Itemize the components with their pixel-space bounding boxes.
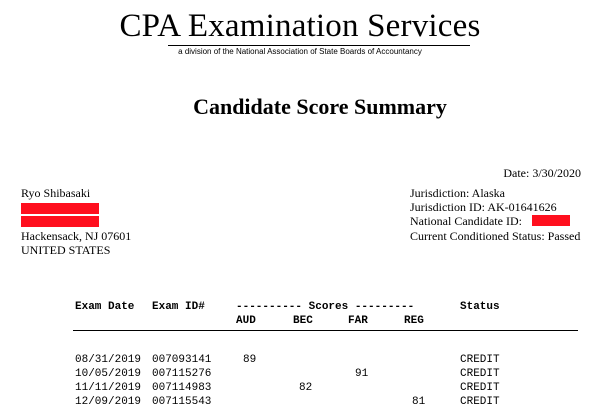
status-cell: CREDIT xyxy=(460,382,500,394)
report-date: Date: 3/30/2020 xyxy=(503,166,581,180)
column-header-aud: AUD xyxy=(236,315,256,327)
exam-date-cell: 08/31/2019 xyxy=(75,354,142,366)
organization-subtitle: a division of the National Association of State Boards of Accountancy xyxy=(178,47,422,56)
exam-id-cell: 007093141 xyxy=(152,354,212,366)
jurisdiction-name: Jurisdiction: Alaska xyxy=(410,186,505,200)
status-cell: CREDIT xyxy=(460,354,500,366)
redacted-address-line-1 xyxy=(21,203,99,214)
letterhead-divider xyxy=(168,45,470,46)
column-header-status: Status xyxy=(460,301,500,313)
conditioned-status: Current Conditioned Status: Passed xyxy=(410,229,581,243)
exam-date-cell: 10/05/2019 xyxy=(75,368,142,380)
column-header-exam-date: Exam Date xyxy=(75,301,135,313)
exam-date-cell: 11/11/2019 xyxy=(75,382,142,394)
candidate-name: Ryo Shibasaki xyxy=(21,186,91,200)
redacted-address-line-2 xyxy=(21,216,99,227)
far-score-cell: 91 xyxy=(355,368,369,380)
column-header-reg: REG xyxy=(404,315,424,327)
column-header-bec: BEC xyxy=(293,315,313,327)
organization-name: CPA Examination Services xyxy=(119,8,481,44)
document-title: Candidate Score Summary xyxy=(193,94,447,119)
bec-score-cell: 82 xyxy=(299,382,313,394)
column-header-scores: ---------- Scores --------- xyxy=(236,301,415,313)
candidate-city-state-zip: Hackensack, NJ 07601 xyxy=(21,229,132,243)
exam-date-cell: 12/09/2019 xyxy=(75,396,142,408)
exam-id-cell: 007114983 xyxy=(152,382,212,394)
column-header-far: FAR xyxy=(348,315,368,327)
redacted-national-candidate-id xyxy=(532,215,570,226)
jurisdiction-id: Jurisdiction ID: AK-01641626 xyxy=(410,200,557,214)
exam-id-cell: 007115543 xyxy=(152,396,212,408)
candidate-country: UNITED STATES xyxy=(21,243,111,257)
exam-id-cell: 007115276 xyxy=(152,368,212,380)
national-candidate-id-label: National Candidate ID: xyxy=(410,214,522,228)
column-header-exam-id: Exam ID# xyxy=(152,301,205,313)
table-header-divider xyxy=(73,330,578,331)
status-cell: CREDIT xyxy=(460,396,500,408)
status-cell: CREDIT xyxy=(460,368,500,380)
aud-score-cell: 89 xyxy=(243,354,257,366)
reg-score-cell: 81 xyxy=(412,396,426,408)
